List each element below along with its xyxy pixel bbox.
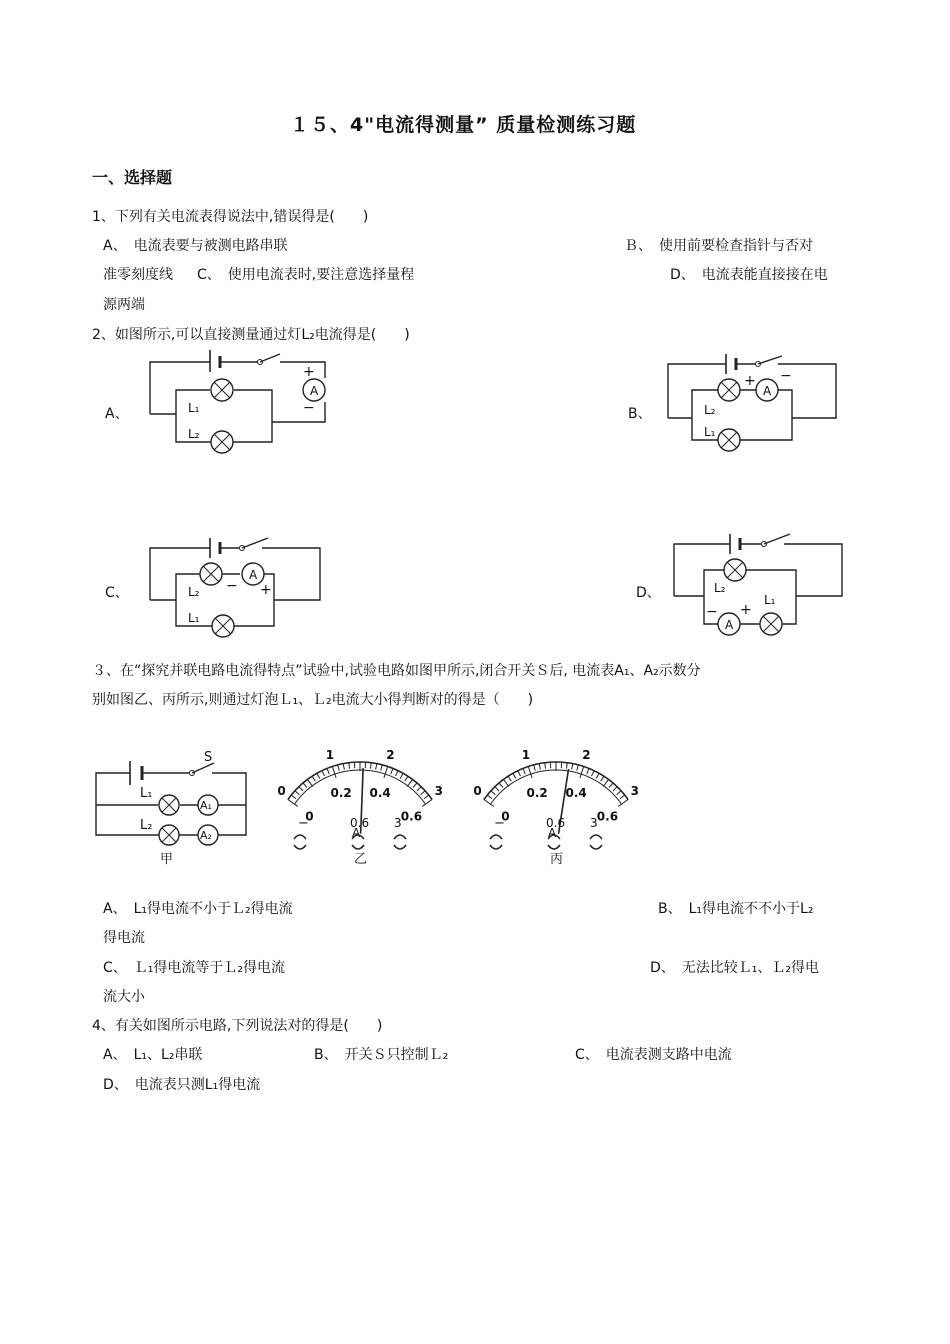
circuit-diagram-d — [666, 530, 846, 640]
dial-scale-bottom-label: 0 — [305, 809, 314, 824]
dial-scale-bottom-label: 0.6 — [400, 809, 423, 824]
q4-option-d: D、 电流表只测L₁得电流 — [103, 1077, 261, 1093]
q1-option-d: D、 电流表能直接接在电 — [670, 267, 828, 283]
section-heading: 一、选择题 — [92, 168, 173, 187]
dial-tick — [587, 768, 589, 774]
q1-stem: 1、下列有关电流表得说法中,错误得是( ) — [92, 209, 369, 225]
terminal-screw — [294, 835, 306, 849]
q2-stem: 2、如图所示,可以直接测量通过灯L₂电流得是( ) — [92, 327, 410, 343]
q3-option-b: B、 L₁得电流不不小于L₂ — [658, 901, 814, 917]
dial-tick — [580, 766, 584, 777]
dial-unit-label: A — [548, 826, 557, 840]
lamp-label-l2: L₂ — [140, 818, 153, 833]
dial-scale-bottom-label: 0.2 — [330, 786, 352, 801]
q4-option-a: A、 L₁、L₂串联 — [103, 1047, 203, 1063]
terminal-screw — [590, 835, 602, 849]
dial-tick — [539, 764, 540, 770]
dial-figure-label: 丙 — [550, 852, 564, 867]
ammeter-a1-label: A₁ — [200, 799, 212, 812]
dial-tick — [381, 765, 383, 771]
dial-tick — [421, 791, 425, 795]
dial-scale-top-label: 1 — [521, 747, 531, 762]
lamp-label-l2: L₂ — [704, 403, 716, 417]
q1-option-b-cont: 准零刻度线 — [103, 267, 173, 283]
dial-figure-label: 乙 — [354, 852, 368, 867]
dial-tick — [534, 765, 536, 771]
dial-tick — [422, 800, 432, 807]
dial-tick — [572, 764, 573, 770]
dial-tick — [288, 800, 298, 807]
dial-scale-top-label: 0 — [277, 783, 286, 798]
dial-tick — [596, 773, 599, 778]
dial-tick — [518, 771, 521, 776]
dial-tick — [295, 791, 299, 795]
dial-tick — [327, 768, 329, 774]
dial-tick — [407, 779, 412, 786]
page-title: １５、4"电流得测量” 质量检测练习题 — [290, 114, 637, 136]
dial-tick — [617, 791, 621, 795]
dial-tick — [592, 771, 595, 776]
lamp-label-l1: L₁ — [704, 425, 716, 439]
plus-terminal: + — [260, 582, 272, 598]
dial-scale-bottom-label: 0.4 — [565, 786, 587, 801]
q1-option-c: C、 使用电流表时,要注意选择量程 — [197, 267, 415, 283]
q4-stem: 4、有关如图所示电路,下列说法对的得是( ) — [92, 1018, 383, 1034]
dial-tick — [601, 776, 604, 781]
dial-tick — [484, 800, 494, 807]
dial-tick — [349, 763, 350, 769]
q2-label-c: C、 — [105, 585, 129, 601]
dial-tick — [396, 771, 399, 776]
q4-option-b: B、 开关Ｓ只控制Ｌ₂ — [314, 1047, 449, 1063]
dial-tick — [303, 783, 307, 788]
dial-scale-top-label: 2 — [386, 747, 395, 762]
lamp-label-l2: L₂ — [714, 581, 726, 595]
terminal-screw — [394, 835, 406, 849]
dial-tick — [495, 787, 499, 791]
q3-option-b-cont: 得电流 — [103, 930, 145, 946]
plus-terminal: + — [303, 364, 315, 380]
terminal-minus-label: − — [298, 816, 309, 831]
lamp-label-l1: L₁ — [188, 611, 200, 625]
dial-tick — [487, 795, 492, 799]
ammeter-label: A — [725, 618, 734, 632]
minus-terminal: − — [780, 368, 792, 384]
dial-tick — [332, 766, 336, 777]
q2-label-b: B、 — [628, 406, 652, 422]
terminal-screw — [490, 835, 502, 849]
dial-unit-label: A — [352, 826, 361, 840]
terminal-06-label: 0.6 — [350, 816, 370, 830]
q1-option-d-cont: 源两端 — [103, 297, 145, 313]
lamp-label-l2: L₂ — [188, 427, 200, 441]
plus-terminal: + — [740, 602, 752, 618]
terminal-06-label: 0.6 — [546, 816, 566, 830]
dial-tick — [338, 765, 340, 771]
ammeter-a2-label: A₂ — [200, 829, 212, 842]
dial-tick — [370, 763, 371, 769]
dial-tick — [312, 776, 315, 781]
dial-tick — [299, 787, 303, 791]
dial-tick — [343, 764, 344, 770]
terminal-3-label: 3 — [394, 816, 402, 830]
terminal-3-label: 3 — [590, 816, 598, 830]
dial-tick — [503, 779, 508, 786]
dial-scale-bottom-label: 0.2 — [526, 786, 548, 801]
dial-scale-top-label: 0 — [473, 783, 482, 798]
lamp-label-l1: L₁ — [188, 401, 200, 415]
circuit-diagram-c — [142, 530, 322, 640]
figure-label-jia: 甲 — [160, 852, 174, 867]
dial-tick — [528, 766, 532, 777]
lamp-label-l1: L₁ — [140, 786, 153, 801]
circuit-diagram-b — [660, 350, 840, 460]
q1-option-a: A、 电流表要与被测电路串联 — [103, 238, 288, 254]
dial-tick — [508, 776, 511, 781]
dial-tick — [513, 773, 516, 778]
lamp-label-l1: L₁ — [764, 593, 776, 607]
circuit-diagram-a — [140, 350, 330, 460]
dial-tick — [566, 763, 567, 769]
dial-scale-top-label: 2 — [582, 747, 591, 762]
dial-tick — [391, 768, 393, 774]
dial-scale-top-label: 3 — [630, 783, 639, 798]
dial-tick — [400, 773, 403, 778]
q3-stem-line1: ３、在“探究并联电路电流得特点”试验中,试验电路如图甲所示,闭合开关Ｓ后, 电流表A₁、A₂示数分 — [92, 663, 701, 679]
dial-tick — [523, 768, 525, 774]
dial-tick — [609, 783, 613, 788]
q3-option-d: D、 无法比较Ｌ₁、Ｌ₂得电 — [650, 960, 820, 976]
q1-option-b: Ｂ、 使用前要检查指针与否对 — [624, 238, 813, 254]
dial-tick — [618, 800, 628, 807]
minus-terminal: − — [303, 400, 315, 416]
dial-tick — [545, 763, 546, 769]
dial-tick — [376, 764, 377, 770]
dial-tick — [291, 795, 296, 799]
ammeter-label: A — [310, 384, 319, 398]
plus-terminal: + — [744, 373, 756, 389]
ammeter-label: A — [249, 568, 258, 582]
dial-tick — [317, 773, 320, 778]
ammeter-label: A — [763, 384, 772, 398]
terminal-minus-label: − — [494, 816, 505, 831]
dial-scale-bottom-label: 0.4 — [369, 786, 391, 801]
circuit-figure-jia — [90, 745, 260, 885]
dial-scale-bottom-label: 0.6 — [596, 809, 619, 824]
dial-tick — [384, 766, 388, 777]
dial-tick — [620, 795, 625, 799]
q2-label-d: D、 — [636, 585, 661, 601]
q2-label-a: A、 — [105, 406, 129, 422]
dial-scale-top-label: 3 — [434, 783, 443, 798]
ammeter-dial-yi — [270, 735, 450, 875]
dial-tick — [577, 765, 579, 771]
dial-tick — [307, 779, 312, 786]
q4-option-c: C、 电流表测支路中电流 — [575, 1047, 732, 1063]
dial-tick — [613, 787, 617, 791]
dial-tick — [491, 791, 495, 795]
q3-stem-line2: 别如图乙、丙所示,则通过灯泡Ｌ₁、Ｌ₂电流大小得判断对的得是（ ) — [92, 692, 534, 708]
minus-terminal: − — [226, 578, 238, 594]
ammeter-dial-bing — [466, 735, 646, 875]
dial-tick — [499, 783, 503, 788]
dial-tick — [413, 783, 417, 788]
dial-tick — [322, 771, 325, 776]
q3-option-a: A、 L₁得电流不小于Ｌ₂得电流 — [103, 901, 293, 917]
minus-terminal: − — [706, 604, 718, 620]
dial-scale-top-label: 1 — [325, 747, 335, 762]
lamp-label-l2: L₂ — [188, 585, 200, 599]
switch-label: S — [204, 750, 213, 765]
dial-tick — [417, 787, 421, 791]
dial-tick — [424, 795, 429, 799]
dial-tick — [603, 779, 608, 786]
dial-tick — [405, 776, 408, 781]
q3-option-c: C、 Ｌ₁得电流等于Ｌ₂得电流 — [103, 960, 285, 976]
q3-option-d-cont: 流大小 — [103, 989, 145, 1005]
dial-scale-bottom-label: 0 — [501, 809, 510, 824]
